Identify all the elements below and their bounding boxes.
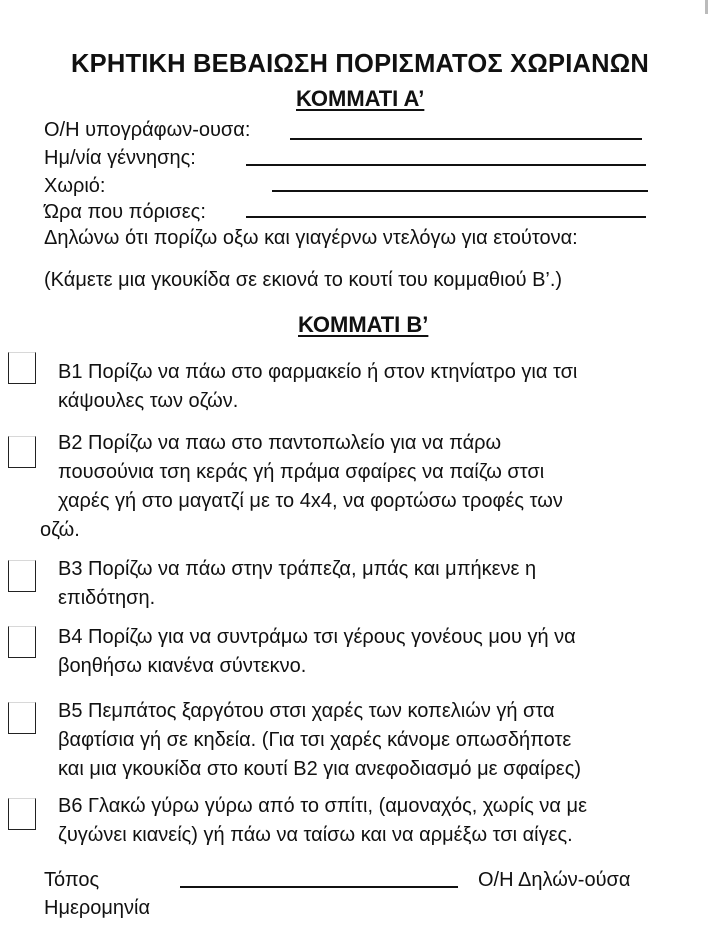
departure-time-label: Ώρα που πόρισες: <box>44 201 206 223</box>
option-b3-text <box>58 555 536 613</box>
part-a-heading: ΚΟΜΜΑΤΙ Α’ <box>296 86 425 111</box>
option-b3-line: επιδότηση. <box>58 587 156 609</box>
option-b6-line: Β6 Γλακώ γύρω γύρω από το σπίτι, (αμοναχός, χωρίς να με <box>58 795 587 817</box>
option-b4-text <box>58 623 576 681</box>
option-b3-checkbox[interactable] <box>8 560 36 592</box>
signatory-name-field[interactable] <box>290 138 642 140</box>
option-b5-line: βαφτίσια γή σε κηδεία. (Για τσι χαρές κάνομε οπωσδήποτε <box>58 729 572 751</box>
declaration-text: Δηλώνω ότι πορίζω οξω και γιαγέρνω ντελόγω για ετούτονα: <box>44 227 578 249</box>
option-b4-line: Β4 Πορίζω για να συντράμω τσι γέρους γονέους μου γή να <box>58 626 576 648</box>
option-b5-line: και μια γκουκίδα στο κουτί Β2 για ανεφοδιασμό με σφαίρες) <box>58 758 582 780</box>
option-b4-line: βοηθήσω κιανένα σύντεκνο. <box>58 655 307 677</box>
instruction-text: (Κάμετε μια γκουκίδα σε εκιονά το κουτί του κομμαθιού Β’.) <box>44 269 563 291</box>
option-b1-text <box>58 358 577 416</box>
village-field[interactable] <box>272 190 648 192</box>
departure-time-field[interactable] <box>246 216 646 218</box>
document-title: ΚΡΗΤΙΚΗ ΒΕΒΑΙΩΣΗ ΠΟΡΙΣΜΑΤΟΣ ΧΩΡΙΑΝΩΝ <box>71 50 649 78</box>
signatory-label: Ο/Η Δηλών-ούσα <box>478 869 631 891</box>
village-label: Χωριό: <box>44 175 106 197</box>
option-b3-line: Β3 Πορίζω να πάω στην τράπεζα, μπάς και μπήκενε η <box>58 558 537 580</box>
option-b5-checkbox[interactable] <box>8 702 36 734</box>
option-b2-line: Β2 Πορίζω να παω στο παντοπωλείο για να πάρω <box>58 432 502 454</box>
option-b6-line: ζυγώνει κιανείς) γή πάω να ταίσω και να αρμέξω τσι αίγες. <box>58 824 573 846</box>
option-b5-text <box>58 697 581 784</box>
option-b5-line: Β5 Πεμπάτος ξαργότου στσι χαρές των κοπελιών γή στα <box>58 700 555 722</box>
option-b1-line: κάψουλες των οζών. <box>58 390 239 412</box>
option-b2-line: οζώ. <box>40 519 80 541</box>
option-b1-checkbox[interactable] <box>8 352 36 384</box>
option-b6-checkbox[interactable] <box>8 798 36 830</box>
option-b4-checkbox[interactable] <box>8 626 36 658</box>
part-b-heading: ΚΟΜΜΑΤΙ Β’ <box>298 312 429 337</box>
signatory-name-label: Ο/Η υπογράφων-ουσα: <box>44 119 251 141</box>
option-b2-line: χαρές γή στο μαγατζί με το 4x4, να φορτώσω τροφές των <box>58 490 563 512</box>
option-b2-checkbox[interactable] <box>8 436 36 468</box>
scan-edge-mark <box>705 0 708 14</box>
date-label: Ημερομηνία <box>44 897 151 919</box>
option-b2-line: πουσούνια τση κεράς γή πράμα σφαίρες να παίζω στσι <box>58 461 545 483</box>
option-b1-line: Β1 Πορίζω να πάω στο φαρμακείο ή στον κτηνίατρο για τσι <box>58 361 578 383</box>
option-b6-text <box>58 792 587 850</box>
option-b2-text <box>40 429 563 545</box>
birth-date-field[interactable] <box>246 164 646 166</box>
birth-date-label: Ημ/νία γέννησης: <box>44 147 196 169</box>
place-label: Τόπος <box>44 869 100 891</box>
place-field[interactable] <box>180 886 458 888</box>
